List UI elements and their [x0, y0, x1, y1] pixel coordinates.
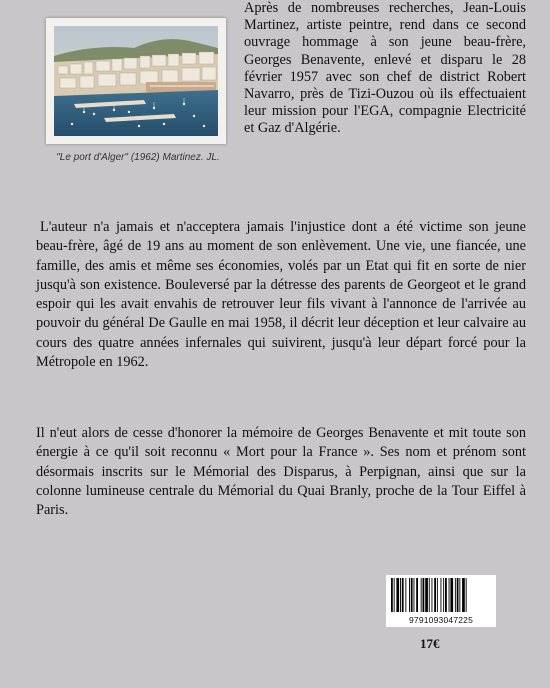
- intro-paragraph: Après de nombreuses recherches, Jean-Louis Martinez, artiste peintre, rend dans ce second ouvrage hommage à son jeune beau-frère, Georges Benavente, enlevé et disparu le 28 février 1957 avec son chef de district Robert Navarro, près de Tizi-Ouzou où ils effectuaient leur mission pour l'EGA, compagnie Electricité et Gaz d'Algérie.: [244, 0, 526, 137]
- body-paragraph-1: L'auteur n'a jamais et n'acceptera jamais l'injustice dont a été victime son jeune beau-frère, âgé de 19 ans au moment de son enlèvement. Une vie, une fiancée, une famille, des amis et même ses économies, volés par un Etat qui fit en sorte de nier jusqu'à son existence. Bouleversé par la détresse des parents de Georgeot et le grand espoir qui les avait envahis de retrouver leur fils vivant à l'annonce de l'arrivée au pouvoir du général De Gaulle en mai 1958, il décrit leur déception et leur calvaire au cours des quatre années infernales qui suivirent, jusqu'à leur départ forcé pour la Métropole en 1962.: [36, 219, 526, 371]
- port-of-algiers-painting: [54, 26, 218, 136]
- painting-caption: "Le port d'Alger" (1962) Martinez. JL.: [56, 152, 220, 163]
- barcode-digits: 9791093047225: [408, 615, 474, 625]
- painting-thumbnail: [46, 18, 226, 144]
- barcode-bars: [390, 578, 492, 612]
- body-paragraph-2: Il n'eut alors de cesse d'honorer la mémoire de Georges Benavente et mit toute son énergie à ce qu'il soit reconnu « Mort pour la France ». Ses nom et prénom sont désormais inscrits sur le Mémorial des Disparus, à Perpignan, ainsi que sur la colonne lumineuse centrale du Mémorial du Quai Branly, proche de la Tour Eiffel à Paris.: [36, 425, 526, 519]
- price-label: 17€: [420, 636, 440, 651]
- isbn-barcode: [386, 575, 496, 627]
